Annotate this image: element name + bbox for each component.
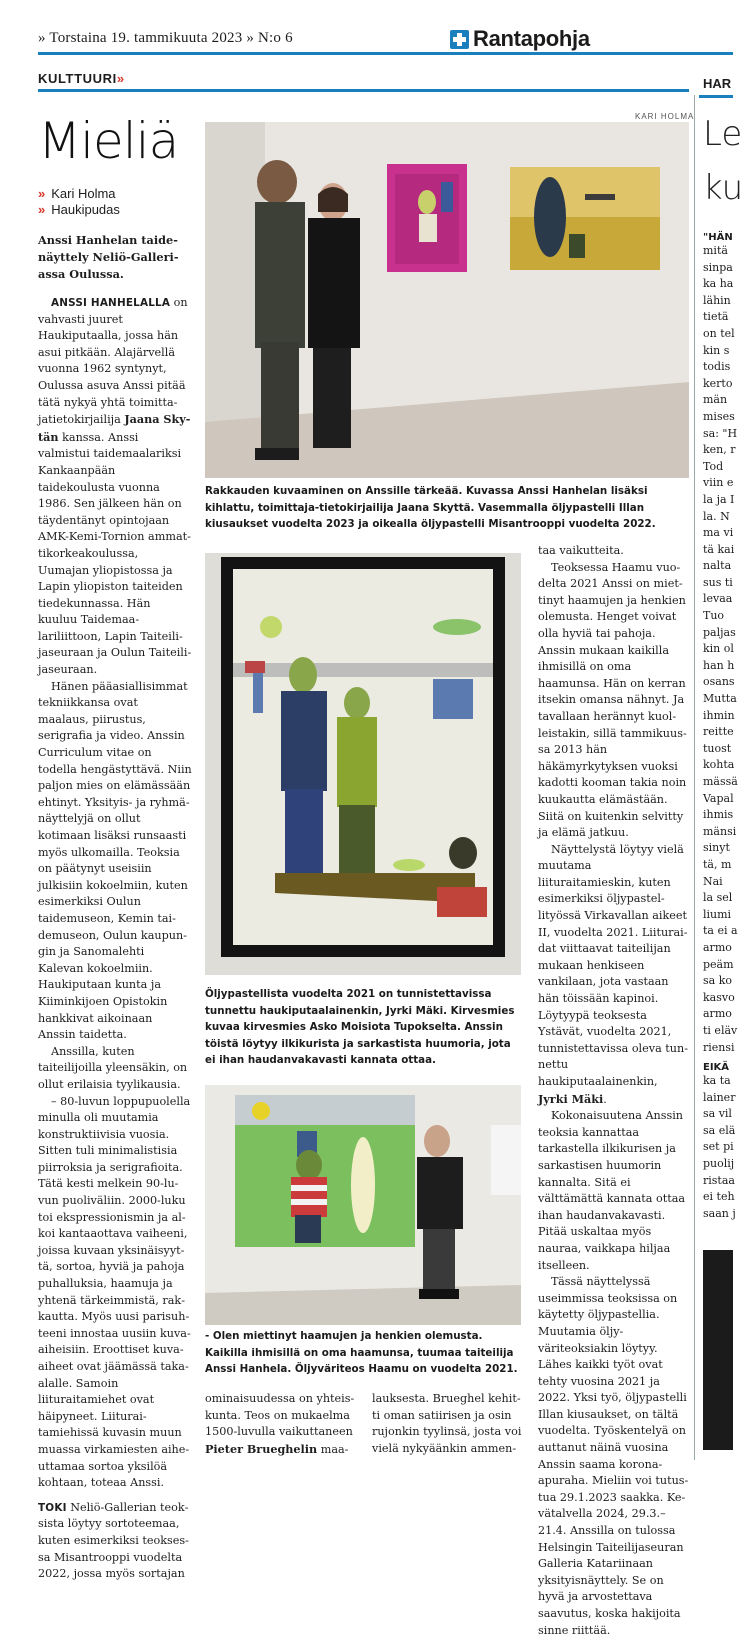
adjacent-text-line: osans: [703, 675, 735, 689]
name-pieter-brueghel: Pieter Brueghelin: [205, 1441, 318, 1456]
adjacent-text-line: armo: [703, 1007, 732, 1021]
article-lead: Anssi Hanhelan taidenäyttely Neliö-Galleriassa Oulussa.: [38, 233, 179, 281]
adjacent-text-line: ihmin: [703, 708, 735, 722]
adjacent-text-line: ristaa: [703, 1173, 735, 1187]
paragraph-2: Hänen pääasiallisimmat tekniikkansa ovat maalaus, piirustus, serigrafia ja video. Anssin Curriculum vitae on todella hengästyttävä. Niin paljon mies on elämässään ehtinyt. Yksityis- ja ryhmänäyttelyjä on ollut kotimaan lisäksi runsaasti myös ulkomailla. Teoksia on päätynyt useisiin julkisiin kokoelmiin, kuten esimerkiksi Oulun taidemuseon, Kemin taidemuseon, Oulun kaupungin ja Sanomalehti Kalevan kokoelmiin. Haukiputaan kunta ja Kiiminkijoen Opistokin hankkivat aikoinaan Anssin taidetta.: [38, 679, 192, 1042]
adjacent-text-line: paljas: [703, 625, 736, 639]
adjacent-text-line: la sel: [703, 891, 733, 905]
article-column-1: [38, 232, 192, 1583]
adjacent-text-line: män: [703, 393, 728, 407]
adjacent-text-line: han h: [703, 658, 735, 672]
paragraph-3: Anssilla, kuten taiteilijoilla yleensäkin, on ollut erilaisia tyylikausia.: [38, 1044, 188, 1091]
paragraph-8: Näyttelystä löytyy vielä muutama liituraitamieskin, kuten esimerkiksi öljypastellityössä Virkavallan aikeet II, vuodelta 2021. Liituraidat viittaavat taiteilijan mukaan henkiseen vankilaan, jota vastaan hän töissään kapinoi. Löytyypä teoksesta Ystävät, vuodelta 2021, tunnistettavissa oleva tunnettu haukiputaalainenkin, Jyrki Mäki.: [538, 842, 688, 1106]
caption-photo-3: - Olen miettinyt haamujen ja henkien olemusta. Kaikilla ihmisillä on oma haamunsa, tuumaa taiteilija Anssi Hanhela. Öljyväriteos Haamu on vuodelta 2021.: [205, 1330, 518, 1375]
masthead: [0, 0, 733, 58]
adjacent-text-line: riensi: [703, 1040, 735, 1054]
photo-couple-gallery: [205, 122, 689, 478]
section-label-text: KULTTUURI: [38, 71, 117, 86]
adjacent-text-line: tä, m: [703, 857, 732, 871]
caption-photo-2: Öljypastellista vuodelta 2021 on tunnistettavissa tunnettu haukiputaalainenkin, Jyrki Mäki. Kirvesmies kuvaa kirvesmies Asko Moisiota Tupokselta. Anssin töistä löytyy ilkikurista ja sarkastista huumoria, jota ei ihan haudanvakavasti kannata ottaa.: [205, 988, 515, 1066]
adjacent-text-line: sa elä: [703, 1123, 736, 1137]
section-chevron-icon: »: [116, 71, 125, 86]
adjacent-text-line: mässä: [703, 775, 738, 788]
bylines: [38, 186, 120, 218]
adjacent-text-line: tuost: [703, 741, 732, 755]
adjacent-text-line: Mutta: [703, 692, 737, 706]
adjacent-text-line: kohta: [703, 758, 735, 772]
column-separator: [694, 95, 695, 1460]
adjacent-text-line: todis: [703, 360, 731, 374]
adjacent-body-2: [703, 1073, 736, 1222]
article-headline: Mieliä: [38, 112, 179, 170]
adjacent-text-line: sinyt: [703, 841, 730, 855]
article-column-2-bottom: ominaisuudessa on yhteiskunta. Teos on mukaelma 1500-luvulla vaikuttaneen Pieter Brueghelin maa-: [205, 1392, 355, 1456]
adjacent-article-fragment: [703, 100, 743, 1460]
paragraph-5: TOKI Neliö-Gallerian teoksista löytyy sortoteemaa, kuten esimerkiksi teoksessa Misantrooppi vuodelta 2022, jossa myös sortajan: [38, 1500, 189, 1581]
name-jyrki-maki: Jyrki Mäki: [538, 1091, 604, 1106]
adjacent-text-line: mitä: [703, 244, 728, 257]
adjacent-text-line: lähin: [703, 293, 731, 307]
adjacent-text-line: on tel: [703, 326, 735, 340]
adjacent-text-line: sus ti: [703, 575, 733, 589]
adjacent-text-line: peäm: [703, 957, 734, 971]
adjacent-text-line: kin s: [703, 343, 730, 357]
adjacent-text-line: kerto: [703, 376, 733, 390]
cross-logo-icon: [450, 30, 469, 49]
adjacent-text-line: Nai: [703, 874, 723, 888]
name-jaana-skytta: Jaana Skytän: [38, 412, 191, 444]
paragraph-4: – 80-luvun loppupuolella minulla oli muutamia konstruktiivisia vuosia. Sitten tuli minimalistisia piirroksia ja serigrafioita. Tätä kesti melkein 90-luvun puoliväliin. 2000-luku toi ekspressionismin ja alkoi kantaaottava vaiheeni, joissa kuvaan yksinäisyyttä, sortoa, hyviä ja pahoja puhalluksia, haamuja ja yhtenä tärkeimmistä, rakkautta. Myös uusi parisuhteeni innostaa uusiin kuvaaiheisiin. Eroottiset kuvaaiheet ovat jäämässä takaalalle. Samoin liituraitamiehet ovat häipyneet. Liituraitamiehissä kuvasin muun muassa virkamiesten aiheuttamaa sortoa yksilöä kohtaan, toteaa Anssi.: [38, 1094, 191, 1490]
adjacent-text-line: ma vi: [703, 526, 734, 540]
adjacent-text-line: la. N: [703, 509, 730, 523]
adjacent-text-line: Vapal: [703, 791, 734, 805]
adjacent-body: [703, 243, 738, 1056]
right-section-label: HAR: [703, 76, 732, 91]
adjacent-text-line: ken, r: [703, 443, 736, 457]
adjacent-text-line: lainer: [703, 1090, 736, 1104]
right-section-rule: [699, 95, 733, 98]
paragraph-7: Teoksessa Haamu vuodelta 2021 Anssi on miettinyt haamujen ja henkien olemusta. Henget voivat olla hyviä tai pahoja. Anssin mukaan kaikilla ihmisillä on oma haamunsa. Hän on kerran itsekin omansa nähnyt. Ja tavallaan herännyt kuolleistakin, sillä tammikuussa 2013 hän häkämyrkytyksen vuoksi kadotti kooman takia noin kuukautta elämästään. Siitä on kuitenkin selvitty ja elämä jatkuu.: [538, 560, 687, 840]
adjacent-text-line: ka ha: [703, 277, 734, 291]
section-rule: [38, 89, 689, 92]
adjacent-text-line: liumi: [703, 907, 732, 921]
adjacent-text-line: sa ko: [703, 974, 732, 988]
adjacent-photo: [703, 1250, 733, 1450]
byline-chevron-icon: »: [38, 202, 46, 217]
adjacent-text-line: set pi: [703, 1140, 734, 1154]
adjacent-headline-line-1: Le: [703, 114, 743, 154]
paragraph-6: taa vaikutteita.: [538, 544, 624, 557]
photo-artist-haamu: [205, 1085, 521, 1325]
byline-location: » Haukipudas: [38, 202, 120, 217]
adjacent-text-line: ka ta: [703, 1074, 731, 1088]
adjacent-text-line: kasvo: [703, 990, 735, 1004]
paragraph-9: Kokonaisuutena Anssin teoksia kannattaa tarkastella ilkikurisen ja sarkastisen huumorin kannalta. Sitä ei välttämättä kannata ottaa ihan haudanvakavasti. Pitää uskaltaa myös nauraa, vaikkapa hiljaa itselleen.: [538, 1109, 686, 1272]
adjacent-text-line: sa: "H: [703, 426, 738, 440]
adjacent-text-line: ihmis: [703, 808, 734, 822]
issue-date: » Torstaina 19. tammikuuta 2023 » N:o 6: [38, 30, 293, 46]
paragraph-1: ANSSI HANHELALLA on vahvasti juuret Haukiputaalla, jossa hän asui pitkään. Alajärvellä vuonna 1962 syntynyt, Oulussa asuva Anssi pitää tätä nykyä yhtä toimittajatietokirjailija Jaana Skytän kanssa. Anssi valmistui taidemaalariksi Kankaanpään taidekoulusta vuonna 1986. Sen jälkeen hän on täydentänyt opintojaan AMK-Kemi-Tornion ammattikorkeakoulussa, Uumajan yliopistossa ja Lapin yliopiston taiteiden tiedekunnassa. Hän kuuluu Taidemaalariliittoon, Lapin Taiteilijaseuraan ja Oulun Taiteilijaseuraan.: [38, 296, 192, 677]
adjacent-text-line: sa vil: [703, 1107, 732, 1121]
adjacent-subhead-2: EIKÄ: [703, 1062, 730, 1074]
adjacent-text-line: ei teh: [703, 1190, 735, 1204]
article-column-3-bottom: lauksesta. Brueghel kehitti oman satiirisen ja osin rujonkin tyylinsä, josta voi vielä nykyäänkin ammen-: [372, 1392, 522, 1455]
adjacent-text-line: mises: [703, 409, 735, 423]
adjacent-text-line: armo: [703, 940, 732, 954]
newspaper-logo[interactable]: [450, 26, 590, 52]
adjacent-text-line: mänsi: [703, 824, 737, 838]
adjacent-text-line: saan j: [703, 1206, 736, 1220]
photo-painting-friends: [205, 553, 521, 975]
paragraph-10: Tässä näyttelyssä useimmissa teoksissa on käytetty öljypastellia. Muutamia öljyväriteoksiakin löytyy. Lähes kaikki työt ovat tehty vuosina 2021 ja 2022. Yksi työ, öljypastelli Illan kiusaukset, on tältä vuodelta. Työskentelyä on auttanut näinä vuosina Anssin saama koronaapuraha. Mieliin voi tutustua 29.1.2023 saakka. Kevätalvella 2024, 29.3.–21.4. Anssilla on tulossa Helsingin Taiteilijaseuran Galleria Katariinaan yksityisnäyttely. Se on hyvä ja arvostettava saavutus, koska hakijoita sinne riittää.: [538, 1275, 689, 1637]
byline-chevron-icon: »: [38, 186, 46, 201]
article-column-4: [538, 543, 690, 1639]
adjacent-text-line: tä kai: [703, 542, 735, 556]
adjacent-text-line: Tuo: [703, 609, 725, 623]
adjacent-text-line: levaa: [703, 592, 733, 606]
logo-text: Rantapohja: [473, 26, 590, 51]
adjacent-subhead: "HÄN: [703, 232, 733, 243]
adjacent-text-line: puolij: [703, 1157, 735, 1171]
masthead-rule: [38, 52, 733, 55]
adjacent-text-line: nalta: [703, 559, 732, 573]
byline-author: » Kari Holma: [38, 186, 116, 201]
adjacent-text-line: la ja I: [703, 492, 735, 506]
adjacent-text-line: reitte: [703, 725, 734, 739]
adjacent-text-line: kin ol: [703, 642, 734, 656]
adjacent-text-line: ti eläv: [703, 1023, 738, 1037]
adjacent-text-line: tietä: [703, 310, 729, 324]
adjacent-text-line: sinpa: [703, 260, 733, 274]
adjacent-text-line: viin e: [703, 476, 734, 490]
photo-credit: KARI HOLMA: [635, 112, 695, 121]
caption-photo-1: Rakkauden kuvaaminen on Anssille tärkeää. Kuvassa Anssi Hanhelan lisäksi kihlattu, toimittaja-tietokirjailija Jaana Skyttä. Vasemmalla öljypastelli Illan kiusaukset vuodelta 2023 ja oikealla öljypastelli Misantrooppi vuodelta 2022.: [205, 485, 656, 530]
adjacent-headline-line-2: ku: [703, 168, 743, 208]
adjacent-text-line: ta ei a: [703, 924, 738, 938]
section-label: [38, 71, 125, 86]
adjacent-text-line: Tod: [703, 459, 724, 473]
